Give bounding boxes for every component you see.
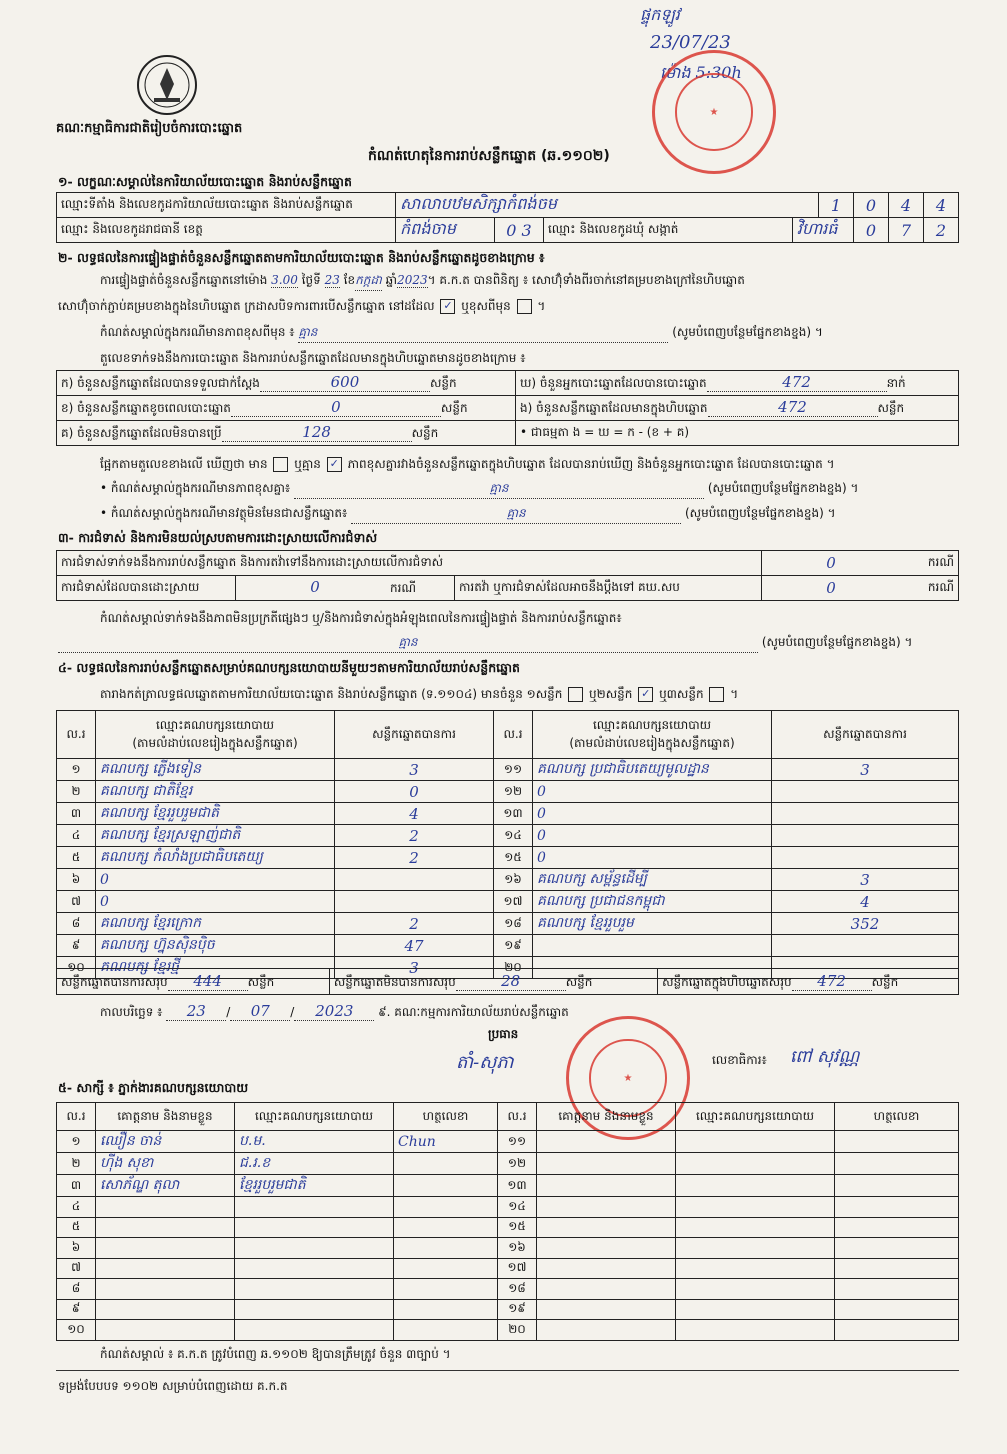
total-valid: សន្លឹកឆ្នោតបានការសរុប 444 សន្លឹក [57,969,330,995]
row-votes: 2 [335,825,494,847]
total-box: សន្លឹកឆ្នោតក្នុងហិបឆ្នោតសរុប 472 សន្លឹក [658,969,959,995]
s4-date-line: កាលបរិច្ឆេទ ៖ 23 / 07 / 2023 ៩. គណៈកម្មការការិយាល័យរាប់សន្លឹកឆ្នោត [100,1002,569,1020]
w-row-party [676,1197,835,1218]
row-votes: 3 [335,759,494,781]
chair-signature: តាំ-សុភា [456,1052,514,1073]
s2-line2: សោហ៊ុំចាក់ភ្ជាប់គម្របខាងក្នុងនៃហិបឆ្នោត ក្រដាសបិទការពារបើសន្លឹកឆ្នោត នៅដដែល ✓ ឬខុសពីមុន ។ [58,299,546,313]
witness-table [56,1102,959,1341]
sheet-count-1-checkbox[interactable] [568,687,583,702]
w-row-sign [394,1238,498,1259]
row-no: ៣ [57,803,96,825]
section1-table [56,192,959,243]
witness-row [57,1320,959,1341]
chair-label: ប្រធាន [488,1027,519,1041]
results-row [57,913,959,935]
row-party [533,935,772,957]
w-col-no: ល.រ [498,1103,537,1131]
row-party: គណបក្ស ជាតិខ្មែរ [96,781,335,803]
w-row-party [676,1217,835,1238]
w-row-name [537,1217,676,1238]
row-no: ១៩ [494,935,533,957]
s1-row1-value: សាលាបឋមសិក្សាកំពង់ចម [396,193,819,218]
row-votes [335,891,494,913]
w-row-name [96,1299,235,1320]
committee-name: គណៈកម្មាធិការជាតិរៀបចំការបោះឆ្នោត [56,121,243,136]
w-row-no: ២០ [498,1320,537,1341]
row-party: 0 [96,869,335,891]
w-row-sign [835,1258,959,1279]
row-no: ១៧ [494,891,533,913]
row-votes [772,935,959,957]
row-votes [772,825,959,847]
row-no: ១១ [494,759,533,781]
s3-unit: ករណី [900,576,959,601]
w-row-party [676,1238,835,1259]
w-row-name [96,1217,235,1238]
w-row-name [96,1238,235,1259]
w-col-name: គោត្តនាម និងនាមខ្លួន [96,1103,235,1131]
seal-changed-checkbox[interactable] [517,299,532,314]
w-row-no: ១១ [498,1131,537,1153]
count-b-label: ខ) ចំនួនសន្លឹកឆ្នោតខូចពេលបោះឆ្នោត 0 សន្លឹក [57,396,516,421]
s3-row2-label: ការជំទាស់ដែលបានដោះស្រាយ [57,576,236,601]
w-row-sign [394,1153,498,1175]
witness-row [57,1175,959,1197]
row-party: គណបក្ស ខ្មែររួបរួមជាតិ [96,803,335,825]
results-row [57,781,959,803]
row-party: គណបក្ស ប្រជាធិបតេយ្យមូលដ្ឋាន [533,759,772,781]
w-row-party [676,1131,835,1153]
w-row-sign [394,1299,498,1320]
row-no: ២ [57,781,96,803]
results-row [57,869,959,891]
row-votes: 0 [335,781,494,803]
w-row-no: ១៦ [498,1238,537,1259]
row-party: គណបក្ស ប្រជាជនកម្ពុជា [533,891,772,913]
form-title: កំណត់ហេតុនៃការរាប់សន្លឹកឆ្នោត (ឆ.១១០២) [368,148,610,164]
s1-code: 0 [854,193,889,218]
s3-row2-label2: ការតវ៉ា ឬការជំទាស់ដែលអាចនឹងប្តឹងទៅ គឃ.សប [455,576,762,601]
s1-code: 4 [889,193,924,218]
count-formula: • ជាធម្មតា ង = ឃ = ក - (ខ + គ) [516,421,959,446]
handwritten-note-3: ម៉ោង 5:30h [660,63,742,82]
w-row-party [676,1153,835,1175]
results-totals [56,968,959,995]
results-row [57,891,959,913]
section2-title: ២- លទ្ធផលនៃការផ្ទៀងផ្ទាត់ចំនួនសន្លឹកឆ្នោតតាមការិយាល័យបោះឆ្នោត និងរាប់សន្លឹកឆ្នោតដូចខាងក្រោម ៖ [58,250,545,265]
w-row-party [676,1299,835,1320]
s3-row1-label: ការជំទាស់ទាក់ទងនឹងការរាប់សន្លឹកឆ្នោត និងការតវ៉ាទៅនឹងការដោះស្រាយលើការជំទាស់ [57,551,762,576]
row-votes: 2 [335,913,494,935]
s1-code: 2 [924,218,959,243]
w-row-sign [394,1217,498,1238]
w-row-party [235,1299,394,1320]
w-row-name [537,1197,676,1218]
witness-row [57,1279,959,1300]
w-row-no: ១០ [57,1320,96,1341]
w-col-party: ឈ្មោះគណបក្សនយោបាយ [676,1103,835,1131]
row-votes [772,847,959,869]
w-row-party [235,1238,394,1259]
row-no: ១៨ [494,913,533,935]
s1-code: 0 [854,218,889,243]
w-row-sign [835,1197,959,1218]
w-row-sign [835,1299,959,1320]
row-votes: 2 [335,847,494,869]
results-row [57,847,959,869]
section3-table [56,550,959,601]
section2-counts-table [56,370,959,446]
row-no: ១០ [57,957,96,979]
results-row [57,825,959,847]
w-row-party: ជ.រ.ខ [235,1153,394,1175]
official-stamp-bottom: ★ [566,1016,690,1140]
col-party: ឈ្មោះគណបក្សនយោបាយ (តាមលំដាប់លេខរៀងក្នុងសន្លឹកឆ្នោត) [96,711,335,759]
s2-line1: ការផ្ទៀងផ្ទាត់ចំនួនសន្លឹកឆ្នោតនៅម៉ោង 3.00 ថ្ងៃទី 23 ខែកក្កដា ឆ្នាំ2023។ គ.ក.ត បានពិនិត្យ ៖ សោហ៊ុំទាំងពីរចាក់នៅគម្របខាងក្រៅនៃហិបឆ្នោត [100,272,745,291]
w-col-sign: ហត្ថលេខា [394,1103,498,1131]
w-row-party [676,1258,835,1279]
count-a-label: ក) ចំនួនសន្លឹកឆ្នោតដែលបានទទួលជាក់ស្តែង 600 សន្លឹក [57,371,516,396]
row-votes: 352 [772,913,959,935]
count-c-label: គ) ចំនួនសន្លឹកឆ្នោតដែលមិនបានប្រើ 128 សន្លឹក [57,421,516,446]
count-e-label: ង) ចំនួនសន្លឹកឆ្នោតដែលមានក្នុងហិបឆ្នោត 472 សន្លឹក [516,396,959,421]
w-row-no: ១៥ [498,1217,537,1238]
w-col-party: ឈ្មោះគណបក្សនយោបាយ [235,1103,394,1131]
s1-province-code: 0 3 [495,218,544,243]
count-d-label: ឃ) ចំនួនអ្នកបោះឆ្នោតដែលបានបោះឆ្នោត 472 នាក់ [516,371,959,396]
s2-bullet2: • កំណត់សម្គាល់ក្នុងករណីមានវត្ថុមិនមែនជាសន្លឹកឆ្នោត៖ គ្មាន (សូមបំពេញបន្ថែមផ្នែកខាងខ្នង) ។ [100,505,836,524]
w-row-no: ១៨ [498,1279,537,1300]
s1-row1-label: ឈ្មោះទីតាំង និងលេខកូដការិយាល័យបោះឆ្នោត និងរាប់សន្លឹកឆ្នោត [57,193,396,218]
w-row-name [537,1299,676,1320]
w-row-sign [835,1131,959,1153]
w-row-no: ១៣ [498,1175,537,1197]
s3-note: កំណត់សម្គាល់ទាក់ទងនឹងភាពមិនប្រក្រតីផ្សេងៗ ឬ/និងការជំទាស់ក្នុងអំឡុងពេលនៃការផ្ទៀងផ្ទាត់ និងការរាប់សន្លឹកឆ្នោត៖ [100,611,622,625]
official-stamp-top: ★ [652,50,776,174]
row-votes: 3 [772,869,959,891]
row-no: ៨ [57,913,96,935]
w-row-no: ៦ [57,1238,96,1259]
sheet-count-3-checkbox[interactable] [709,687,724,702]
row-party: 0 [533,781,772,803]
section1-title: ១- លក្ខណៈសម្គាល់នៃការិយាល័យបោះឆ្នោត និងរាប់សន្លឹកឆ្នោត [58,174,352,189]
s1-row2-label: ឈ្មោះ និងលេខកូដរាជធានី ខេត្ត [57,218,396,243]
w-row-no: ១ [57,1131,96,1153]
row-no: ៦ [57,869,96,891]
w-row-party [676,1279,835,1300]
w-row-party: ខ្មែររួបរួមជាតិ [235,1175,394,1197]
row-party: 0 [533,825,772,847]
row-no: ១៥ [494,847,533,869]
witness-row [57,1238,959,1259]
w-row-sign [394,1258,498,1279]
col-no: ល.រ [57,711,96,759]
w-row-party [235,1320,394,1341]
total-invalid: សន្លឹកឆ្នោតមិនបានការសរុប 28 សន្លឹក [329,969,657,995]
witness-row [57,1299,959,1320]
row-votes: 3 [335,957,494,979]
w-row-no: ៨ [57,1279,96,1300]
row-votes [335,869,494,891]
w-row-name [537,1175,676,1197]
w-row-no: ១៧ [498,1258,537,1279]
w-row-name [537,1279,676,1300]
handwritten-note-1: ផ្ទុកឡូវ [640,5,680,24]
w-row-name [96,1258,235,1279]
results-row [57,803,959,825]
col-votes: សន្លឹកឆ្នោតបានការ [772,711,959,759]
secretary-signature: ពៅ សុវណ្ណ [790,1047,860,1067]
row-votes: 47 [335,935,494,957]
w-row-party: ប.ម. [235,1131,394,1153]
row-votes: 4 [335,803,494,825]
footer-note: កំណត់សម្គាល់ ៖ គ.ក.ត ត្រូវបំពេញ ឆ.១១០២ ឱ្យបានត្រឹមត្រូវ ចំនួន ៣ច្បាប់ ។ [100,1347,451,1361]
results-row [57,759,959,781]
row-party: គណបក្ស ខ្មែររួបរួម [533,913,772,935]
s2-bullet1: • កំណត់សម្គាល់ក្នុងករណីមានភាពខុសគ្នា៖ គ្មាន (សូមបំពេញបន្ថែមផ្នែកខាងខ្នង) ។ [100,480,858,499]
row-votes [772,781,959,803]
row-party: គណបក្ស សម្ព័ន្ធដើម្បី [533,869,772,891]
s1-commune-label: ឈ្មោះ និងលេខកូដឃុំ សង្កាត់ [544,218,793,243]
row-no: ១៣ [494,803,533,825]
s2-note: កំណត់សម្គាល់ក្នុងករណីមានភាពខុសពីមុន ៖ គ្មាន (សូមបំពេញបន្ថែមផ្នែកខាងខ្នង) ។ [100,324,823,343]
w-row-no: ១៤ [498,1197,537,1218]
s3-unit: ករណី [900,551,959,576]
row-party: 0 [533,803,772,825]
row-party: គណបក្ស ខ្មែរក្រោក [96,913,335,935]
w-row-sign [835,1175,959,1197]
row-party: 0 [96,891,335,913]
w-row-name: ឈឿន ចាន់ [96,1131,235,1153]
row-no: ៧ [57,891,96,913]
footer-form-id: ទម្រង់បែបបទ ១១០២ សម្រាប់បំពេញដោយ គ.ក.ត [58,1379,288,1393]
w-col-sign: ហត្ថលេខា [835,1103,959,1131]
w-row-sign [394,1320,498,1341]
w-row-no: ៩ [57,1299,96,1320]
w-row-no: ១២ [498,1153,537,1175]
row-no: ៤ [57,825,96,847]
difference-no-checkbox[interactable]: ✓ [327,457,342,472]
w-row-name [537,1320,676,1341]
witness-row [57,1131,959,1153]
w-row-sign [835,1238,959,1259]
w-row-name [96,1197,235,1218]
w-col-no: ល.រ [57,1103,96,1131]
s2-intro: តួលេខទាក់ទងនឹងការបោះឆ្នោត និងការរាប់សន្លឹកឆ្នោតដែលមានក្នុងហិបឆ្នោតមានដូចខាងក្រោម ៖ [100,351,526,365]
w-row-no: ៥ [57,1217,96,1238]
row-no: ៥ [57,847,96,869]
difference-yes-checkbox[interactable] [273,457,288,472]
witness-row [57,1258,959,1279]
s3-note-line: គ្មាន (សូមបំពេញបន្ថែមផ្នែកខាងខ្នង) ។ [58,634,912,653]
row-no: ១២ [494,781,533,803]
col-party: ឈ្មោះគណបក្សនយោបាយ (តាមលំដាប់លេខរៀងក្នុងសន្លឹកឆ្នោត) [533,711,772,759]
row-votes [772,803,959,825]
section4-title: ៤- លទ្ធផលនៃការរាប់សន្លឹកឆ្នោតសម្រាប់គណបក្សនយោបាយនីមួយៗតាមការិយាល័យរាប់សន្លឹកឆ្នោត [58,660,520,675]
row-no: ៩ [57,935,96,957]
s1-commune: វិហារធំ [792,218,853,243]
w-row-sign [835,1279,959,1300]
w-row-party [235,1197,394,1218]
s1-code: 1 [819,193,854,218]
row-no: ១៦ [494,869,533,891]
row-no: ១៤ [494,825,533,847]
w-row-name [537,1258,676,1279]
s1-province: កំពង់ចាម [396,218,495,243]
w-row-no: ៣ [57,1175,96,1197]
row-no: ១ [57,759,96,781]
witness-row [57,1153,959,1175]
w-row-name: ហ៊ីង សុខា [96,1153,235,1175]
row-party: គណបក្ស ខ្មែរថ្មី [96,957,335,979]
s2-compare: ផ្អែកតាមតួលេខខាងលើ ឃើញថា មាន ឬគ្មាន ✓ ភាពខុសគ្នារវាងចំនួនសន្លឹកឆ្នោតក្នុងហិបឆ្នោត ដែលបានរាប់ឃើញ និងចំនួនអ្នកបោះឆ្នោត ដែលបានបោះឆ្នោត ។ [100,457,835,471]
s3-row2-value2: 0 [762,576,901,601]
sheet-count-2-checkbox[interactable]: ✓ [638,687,653,702]
s3-row1-value: 0 [762,551,901,576]
w-row-name [537,1238,676,1259]
w-row-party [235,1258,394,1279]
s4-subline: តារាងកត់ត្រាលទ្ធផលឆ្នោតតាមការិយាល័យបោះឆ្នោត និងរាប់សន្លឹកឆ្នោត (ទ.១១០៤) មានចំនួន ១សន្លឹក ឬ២សន្លឹក ✓ ឬ៣សន្លឹក ។ [100,687,739,701]
row-party: គណបក្ស ភ្លើងទៀន [96,759,335,781]
results-table [56,710,959,979]
w-row-sign [394,1197,498,1218]
seal-intact-checkbox[interactable]: ✓ [440,299,455,314]
w-row-party [235,1217,394,1238]
w-row-name [537,1153,676,1175]
witness-row [57,1217,959,1238]
w-row-no: ២ [57,1153,96,1175]
w-row-sign [835,1153,959,1175]
w-row-name [537,1131,676,1153]
row-party: គណបក្ស ហ្វ៊ុនស៊ិនប៉ិច [96,935,335,957]
s1-code: 7 [889,218,924,243]
w-row-party [235,1279,394,1300]
nec-emblem [136,54,198,116]
w-row-sign [394,1279,498,1300]
w-row-no: ៧ [57,1258,96,1279]
footer-line [56,1370,959,1371]
w-row-party [676,1320,835,1341]
witness-row [57,1197,959,1218]
w-row-name [96,1320,235,1341]
section3-title: ៣- ការជំទាស់ និងការមិនយល់ស្របតាមការដោះស្រាយលើការជំទាស់ [58,530,378,545]
row-no: ២០ [494,957,533,979]
row-party: គណបក្ស កំលាំងប្រជាធិបតេយ្យ [96,847,335,869]
w-row-party [676,1175,835,1197]
w-row-sign: Chun [394,1131,498,1153]
w-row-no: ១៩ [498,1299,537,1320]
handwritten-note-2: 23/07/23 [650,32,731,53]
secretary-label: លេខាធិការ៖ [712,1053,767,1067]
row-votes: 4 [772,891,959,913]
col-no: ល.រ [494,711,533,759]
w-row-name: សោភ័ណ្ឌ តុលា [96,1175,235,1197]
w-row-sign [835,1320,959,1341]
s3-row2-value: 0 ករណី [236,576,455,601]
w-row-no: ៤ [57,1197,96,1218]
section5-title: ៥- សាក្សី ៖ ភ្នាក់ងារគណបក្សនយោបាយ [58,1080,249,1095]
s1-code: 4 [924,193,959,218]
w-row-name [96,1279,235,1300]
w-row-sign [394,1175,498,1197]
row-votes: 3 [772,759,959,781]
w-row-sign [835,1217,959,1238]
row-party: គណបក្ស ខ្មែរស្រឡាញ់ជាតិ [96,825,335,847]
col-votes: សន្លឹកឆ្នោតបានការ [335,711,494,759]
row-party: 0 [533,847,772,869]
results-row [57,935,959,957]
w-col-name: គោត្តនាម និងនាមខ្លួន [537,1103,676,1131]
